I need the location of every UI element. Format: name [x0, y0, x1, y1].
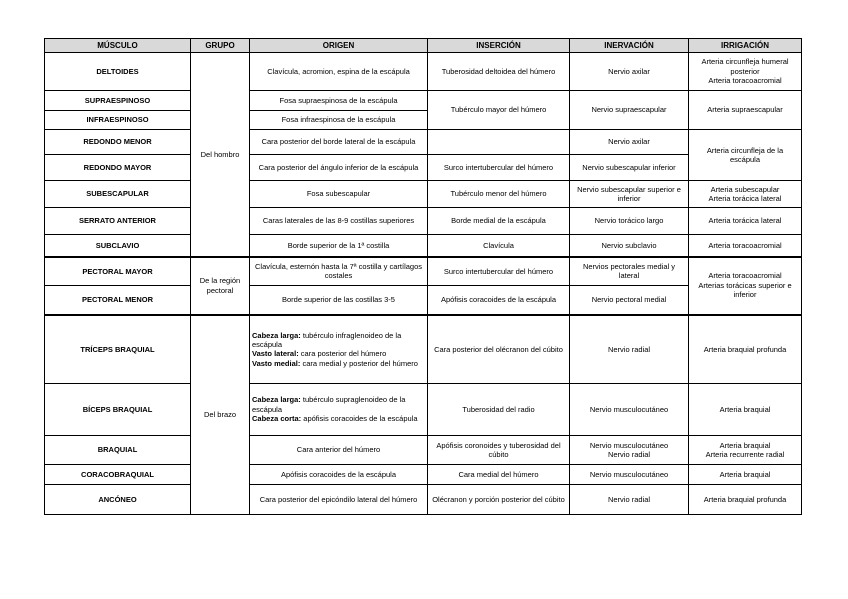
- innervation-cell: Nervio musculocutáneo: [570, 465, 689, 485]
- origin-cell: Cara posterior del borde lateral de la escápula: [250, 130, 428, 155]
- irrigation-line: Arteria torácica lateral: [708, 194, 782, 203]
- muscle-name: BRAQUIAL: [45, 436, 191, 465]
- muscle-name: ANCÓNEO: [45, 485, 191, 515]
- irrigation-line: Arteria toracoacromial: [708, 76, 782, 86]
- muscle-name: PECTORAL MAYOR: [45, 257, 191, 286]
- innervation-cell: Nervio radial: [570, 485, 689, 515]
- innervation-cell: Nervio axilar: [570, 130, 689, 155]
- insertion-cell: Surco intertubercular del húmero: [428, 155, 570, 181]
- origin-cell: Clavícula, acromion, espina de la escápula: [250, 53, 428, 91]
- insertion-cell: Surco intertubercular del húmero: [428, 257, 570, 286]
- table-row: [45, 130, 802, 155]
- table-row: [45, 155, 802, 181]
- muscle-name: BÍCEPS BRAQUIAL: [45, 384, 191, 436]
- origin-line: [252, 414, 425, 423]
- irrigation-line: Arteria subescapular: [710, 184, 780, 194]
- origin-cell: Fosa infraespinosa de la escápula: [250, 111, 428, 130]
- muscle-name: SUBESCAPULAR: [45, 181, 191, 208]
- innervation-cell: Nervio subescapular inferior: [570, 155, 689, 181]
- insertion-cell: Apófisis coracoides de la escápula: [428, 286, 570, 315]
- innervation-cell: Nervio musculocutáneo: [570, 384, 689, 436]
- insertion-cell: Tuberosidad deltoidea del húmero: [428, 53, 570, 91]
- group-pectoral: De la región pectoral: [191, 257, 250, 315]
- origin-head-label: Cabeza larga:: [252, 395, 301, 405]
- muscle-name: CORACOBRAQUIAL: [45, 465, 191, 485]
- header-inervacion: INERVACIÓN: [570, 39, 689, 53]
- header-insercion: INSERCIÓN: [428, 39, 570, 53]
- muscle-name: REDONDO MENOR: [45, 130, 191, 155]
- origin-line: [252, 395, 425, 414]
- table-row: [45, 235, 802, 257]
- innervation-cell: Nervio supraescapular: [570, 91, 689, 130]
- header-row: [45, 39, 802, 53]
- irrigation-cell: Arteria supraescapular: [689, 91, 802, 130]
- irrigation-line: Arteria recurrente radial: [705, 450, 785, 459]
- header-irrigacion: IRRIGACIÓN: [689, 39, 802, 53]
- muscle-name: REDONDO MAYOR: [45, 155, 191, 181]
- header-musculo: MÚSCULO: [45, 39, 191, 53]
- irrigation-cell: Arteria braquial: [689, 384, 802, 436]
- origin-head-label: Vasto medial:: [252, 358, 301, 368]
- origin-cell: Cara posterior del epicóndilo lateral del húmero: [250, 485, 428, 515]
- irrigation-line: Arteria toracoacromial: [708, 271, 782, 281]
- muscle-name: SERRATO ANTERIOR: [45, 208, 191, 235]
- origin-head-text: apófisis coracoides de la escápula: [301, 414, 418, 424]
- innervation-cell: Nervio torácico largo: [570, 208, 689, 235]
- origin-head-label: Cabeza corta:: [252, 414, 302, 424]
- origin-head-text: tubérculo supraglenoideo de la escápula: [252, 395, 406, 414]
- innervation-cell: Nervio subescapular superior e inferior: [570, 181, 689, 208]
- header-origen: ORIGEN: [250, 39, 428, 53]
- insertion-cell: [428, 130, 570, 155]
- irrigation-cell: Arteria toracoacromial: [689, 235, 802, 257]
- table-row: [45, 208, 802, 235]
- muscle-name: DELTOIDES: [45, 53, 191, 91]
- muscle-name: TRÍCEPS BRAQUIAL: [45, 315, 191, 384]
- origin-head-text: cara posterior del húmero: [298, 349, 387, 359]
- irrigation-cell: Arteria braquial profunda: [689, 315, 802, 384]
- insertion-cell: Tubérculo mayor del húmero: [428, 91, 570, 130]
- group-brazo: Del brazo: [191, 315, 250, 515]
- insertion-cell: Olécranon y porción posterior del cúbito: [428, 485, 570, 515]
- insertion-cell: Tuberosidad del radio: [428, 384, 570, 436]
- table-row: [45, 91, 802, 111]
- irrigation-line: Arteria braquial: [719, 440, 771, 450]
- table-row: [45, 53, 802, 91]
- origin-head-text: cara medial y posterior del húmero: [300, 358, 418, 368]
- origin-head-label: Vasto lateral:: [252, 349, 299, 359]
- irrigation-cell: Arteria braquial: [689, 465, 802, 485]
- innervation-cell: Nervio axilar: [570, 53, 689, 91]
- origin-cell: Fosa subescapular: [250, 181, 428, 208]
- irrigation-cell: Arteria torácica lateral: [689, 208, 802, 235]
- origin-head-text: tubérculo infraglenoideo de la escápula: [252, 330, 402, 349]
- innervation-cell: Nervios pectorales medial y lateral: [570, 257, 689, 286]
- origin-cell: [250, 315, 428, 384]
- group-hombro: Del hombro: [191, 53, 250, 257]
- origin-line: [252, 359, 425, 368]
- irrigation-cell: [689, 181, 802, 208]
- muscle-name: PECTORAL MENOR: [45, 286, 191, 315]
- origin-cell: Caras laterales de las 8-9 costillas superiores: [250, 208, 428, 235]
- origin-head-label: Cabeza larga:: [252, 330, 301, 340]
- insertion-cell: Cara medial del húmero: [428, 465, 570, 485]
- table-row: [45, 286, 802, 315]
- muscle-name: SUPRAESPINOSO: [45, 91, 191, 111]
- innervation-line: Nervio radial: [607, 450, 651, 459]
- origin-line: [252, 349, 425, 358]
- irrigation-cell: Arteria braquial profunda: [689, 485, 802, 515]
- innervation-line: Nervio musculocutáneo: [589, 440, 669, 450]
- insertion-cell: Cara posterior del olécranon del cúbito: [428, 315, 570, 384]
- insertion-cell: Clavícula: [428, 235, 570, 257]
- origin-cell: Cara anterior del húmero: [250, 436, 428, 465]
- origin-cell: Clavícula, esternón hasta la 7ª costilla y cartílagos costales: [250, 257, 428, 286]
- table-row: [45, 315, 802, 384]
- origin-line: [252, 331, 425, 350]
- muscle-name: SUBCLAVIO: [45, 235, 191, 257]
- innervation-cell: [570, 436, 689, 465]
- table-row: [45, 465, 802, 485]
- header-grupo: GRUPO: [191, 39, 250, 53]
- table-row: [45, 485, 802, 515]
- irrigation-cell: [689, 53, 802, 91]
- insertion-cell: Tubérculo menor del húmero: [428, 181, 570, 208]
- origin-cell: Borde superior de las costillas 3-5: [250, 286, 428, 315]
- irrigation-line: Arterias torácicas superior e inferior: [698, 280, 792, 300]
- innervation-cell: Nervio radial: [570, 315, 689, 384]
- innervation-cell: Nervio pectoral medial: [570, 286, 689, 315]
- origin-cell: [250, 384, 428, 436]
- table-row: [45, 181, 802, 208]
- muscle-name: INFRAESPINOSO: [45, 111, 191, 130]
- table-row: [45, 257, 802, 286]
- muscle-table: [44, 38, 802, 515]
- origin-cell: Apófisis coracoides de la escápula: [250, 465, 428, 485]
- origin-cell: Fosa supraespinosa de la escápula: [250, 91, 428, 111]
- origin-cell: Cara posterior del ángulo inferior de la escápula: [250, 155, 428, 181]
- irrigation-line: Arteria circunfleja humeral posterior: [701, 57, 789, 76]
- table-row: [45, 384, 802, 436]
- irrigation-cell: [689, 257, 802, 315]
- innervation-cell: Nervio subclavio: [570, 235, 689, 257]
- origin-cell: Borde superior de la 1ª costilla: [250, 235, 428, 257]
- insertion-cell: Borde medial de la escápula: [428, 208, 570, 235]
- irrigation-cell: [689, 436, 802, 465]
- insertion-cell: Apófisis coronoides y tuberosidad del cúbito: [428, 436, 570, 465]
- irrigation-cell: Arteria circunfleja de la escápula: [689, 130, 802, 181]
- table-row: [45, 436, 802, 465]
